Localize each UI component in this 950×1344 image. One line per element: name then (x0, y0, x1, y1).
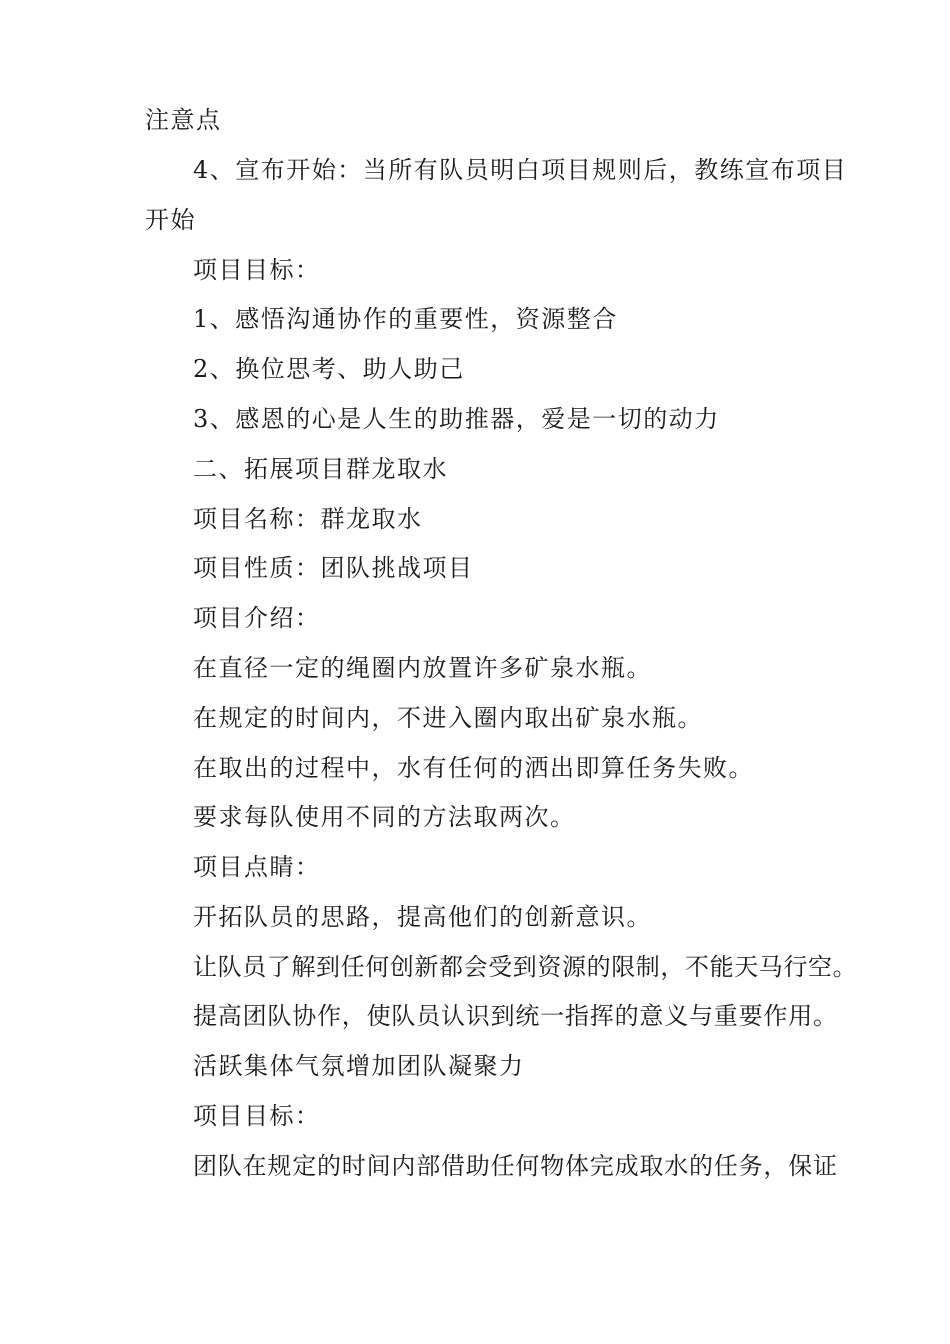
text-line: 在规定的时间内，不进入圈内取出矿泉水瓶。 (193, 704, 703, 732)
section-heading: 项目介绍： (193, 604, 321, 632)
text-line: 项目性质：团队挑战项目 (193, 554, 474, 582)
text-line: 团队在规定的时间内部借助任何物体完成取水的任务，保证 (193, 1152, 838, 1180)
text-line: 项目名称：群龙取水 (193, 505, 423, 533)
text-line: 要求每队使用不同的方法取两次。 (193, 803, 576, 831)
text-line: 开始 (145, 206, 196, 234)
section-heading: 二、拓展项目群龙取水 (193, 455, 448, 483)
text-line: 1、感悟沟通协作的重要性，资源整合 (193, 305, 618, 333)
text-line: 在取出的过程中，水有任何的洒出即算任务失败。 (193, 754, 754, 782)
text-line: 提高团队协作，使队员认识到统一指挥的意义与重要作用。 (193, 1002, 838, 1030)
section-heading: 项目目标： (193, 256, 321, 284)
text-line: 2、换位思考、助人助己 (193, 355, 465, 383)
text-line: 3、感恩的心是人生的助推器，爱是一切的动力 (193, 405, 720, 433)
section-heading: 项目点睛： (193, 853, 321, 881)
text-line: 在直径一定的绳圈内放置许多矿泉水瓶。 (193, 654, 652, 682)
text-line: 活跃集体气氛增加团队凝聚力 (193, 1052, 525, 1080)
text-line: 开拓队员的思路，提高他们的创新意识。 (193, 903, 652, 931)
section-heading: 项目目标： (193, 1102, 321, 1130)
text-line: 注意点 (145, 106, 222, 134)
text-line: 4、宣布开始：当所有队员明白项目规则后，教练宣布项目 (193, 156, 848, 184)
text-line: 让队员了解到任何创新都会受到资源的限制，不能天马行空。 (193, 953, 858, 981)
